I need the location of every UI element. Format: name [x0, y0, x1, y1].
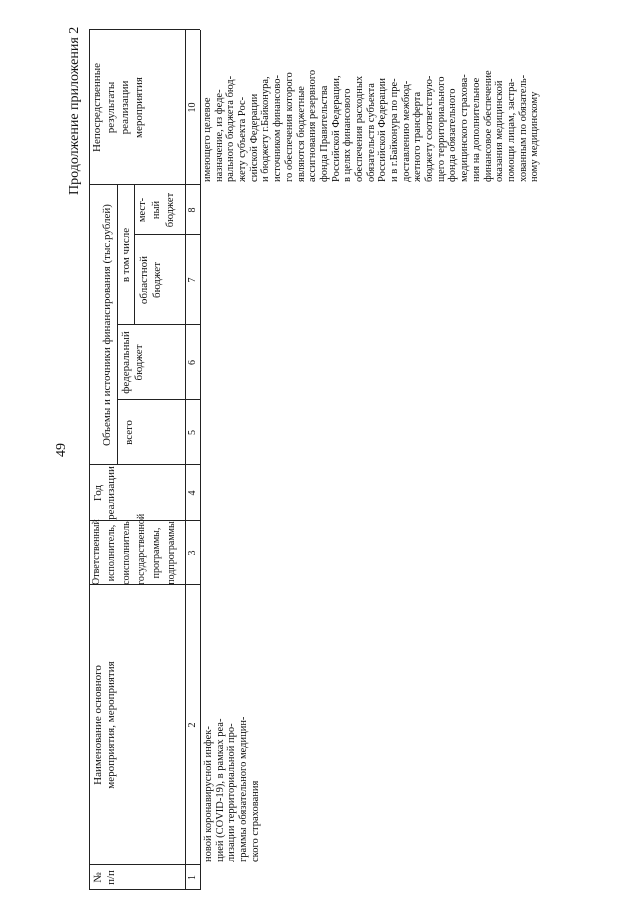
row-result: имеющего целевое назначение, из феде- рального бюджета бюд- жету субъекта Рос- сийской Федерации и бюджету г.Байконура, источником финансово- го обеспечения которого являются бюджетные ассигнования резервного фонда Правительства Российской Федерации, в целях финансового обеспечения расходных обязательств субъекта Российской Федерации и в г.Байконура по пре- доставлению межбюд- жетного трансферта бюджету соответствую- щего территориального фонда обязательного медицинского страхова- ния на дополнительное финансовое обеспечение оказания медицинской помощи лицам, застра- хованным по обязатель- ному медицинскому — [202, 69, 541, 182]
funding-group-header: Объемы и источники финансирования (тыс.рублей) — [101, 204, 113, 446]
col2-header: Наименование основного мероприятия, мероприятия — [92, 661, 117, 789]
local-header: мест- ный бюджет — [137, 192, 176, 228]
col-number-1: 1 — [187, 875, 198, 880]
col-number-10: 10 — [187, 102, 198, 113]
row-name: новой коронавирусной инфек- цией (COVID-19), в рамках реа- лизации территориальной про- граммы обязательного медицин- ского страхования — [203, 716, 261, 862]
regional-header: областной бюджет — [138, 255, 163, 305]
col-number-2: 2 — [187, 722, 198, 728]
col4-header: Год реализации — [92, 466, 117, 520]
col-number-5: 5 — [187, 430, 198, 435]
appendix-note: Продолжение приложения 2 — [67, 26, 82, 195]
col-number-3: 3 — [187, 550, 198, 556]
col1-header: № п/п — [92, 870, 117, 885]
col-number-6: 6 — [187, 360, 198, 365]
col-number-7: 7 — [187, 277, 198, 283]
col-number-8: 8 — [187, 207, 198, 213]
page-number: 49 — [54, 443, 69, 457]
incl-header: в том числе — [120, 227, 132, 283]
federal-header: федеральный бюджет — [120, 331, 145, 394]
result-header: Непосредственные результаты реализации мероприятия — [91, 63, 145, 152]
col-number-4: 4 — [187, 490, 198, 496]
col3-header: Ответственный исполнитель, соисполнитель государственной программы, подпрограммы — [91, 513, 177, 585]
total-header: всего — [123, 420, 135, 445]
